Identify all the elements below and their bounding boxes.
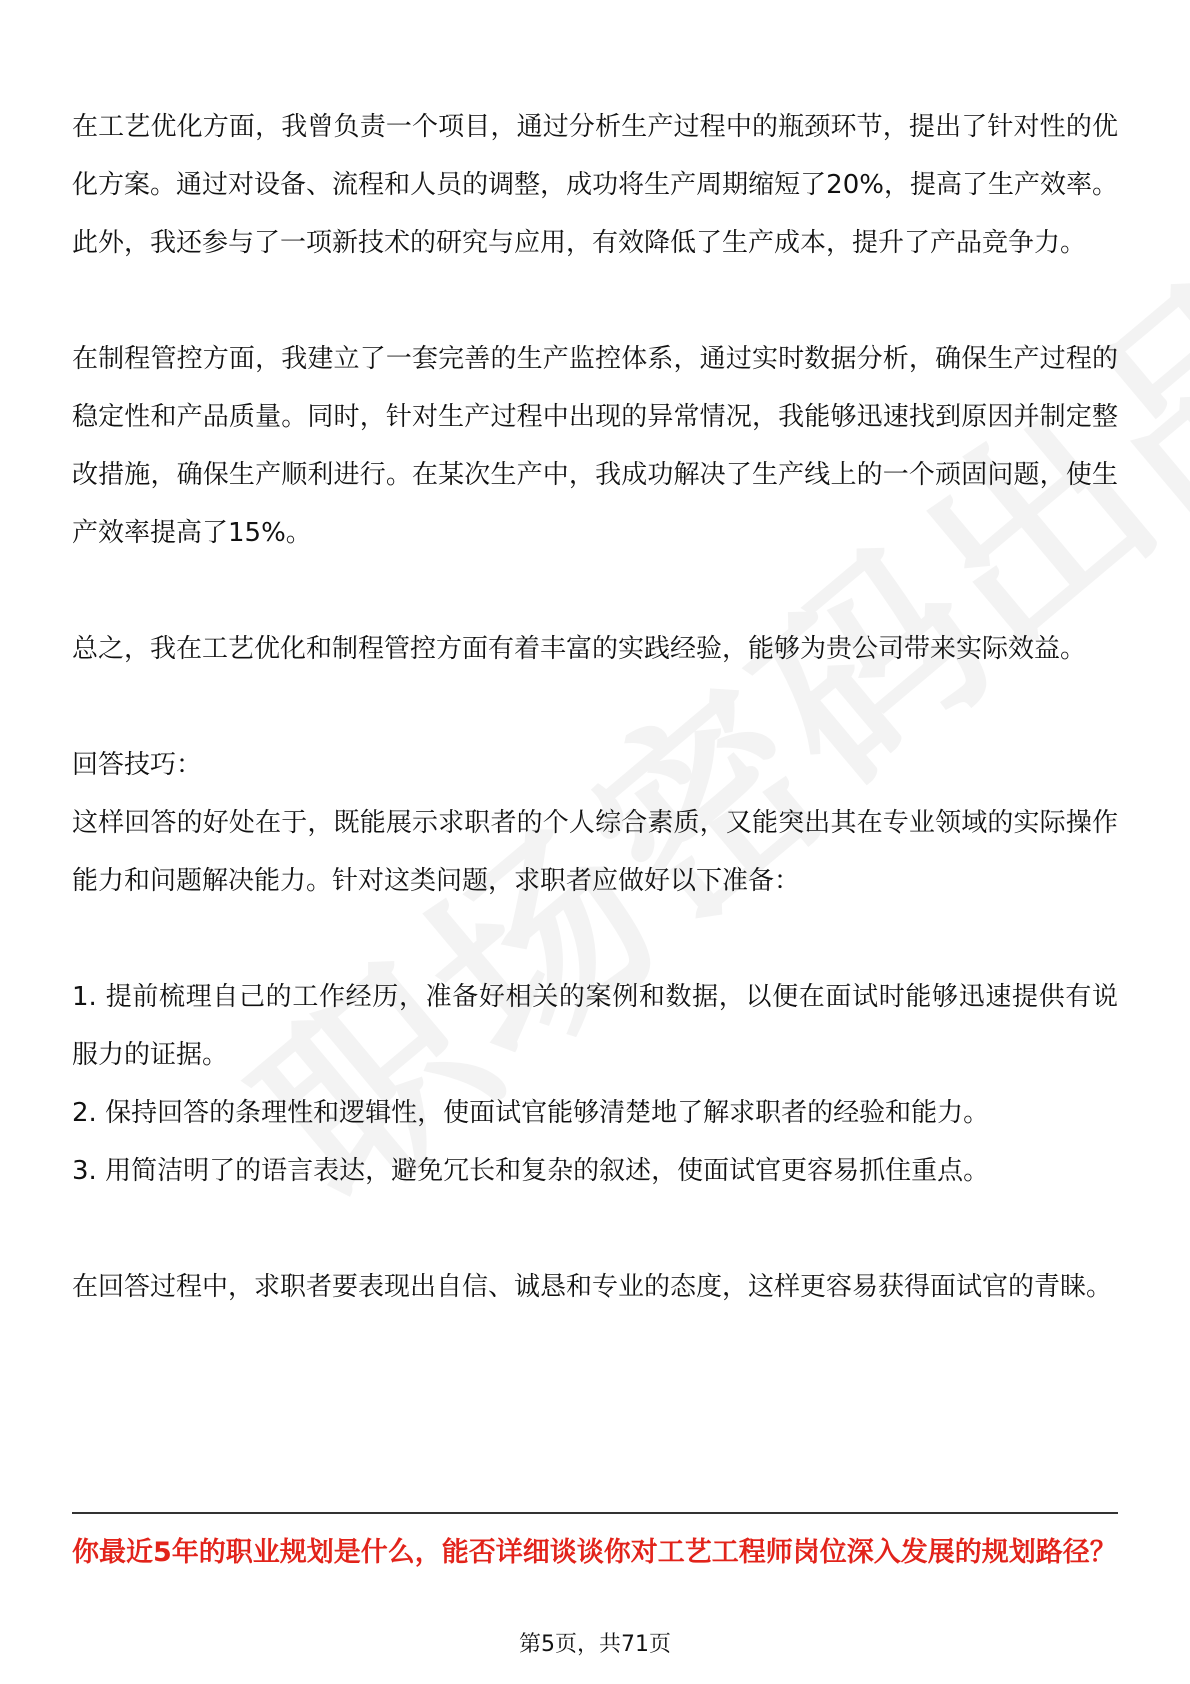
paragraph-process-control: 在制程管控方面，我建立了一套完善的生产监控体系，通过实时数据分析，确保生产过程的稳定性和产品质量。同时，针对生产过程中出现的异常情况，我能够迅速找到原因并制定整改措施，确保生产顺利进行。在某次生产中，我成功解决了生产线上的一个顽固问题，使生产效率提高了15%。	[72, 344, 1118, 548]
section-divider	[72, 1512, 1118, 1514]
tips-list-item-3: 3. 用简洁明了的语言表达，避免冗长和复杂的叙述，使面试官更容易抓住重点。	[72, 1156, 990, 1186]
paragraph-process-optimization: 在工艺优化方面，我曾负责一个项目，通过分析生产过程中的瓶颈环节，提出了针对性的优化方案。通过对设备、流程和人员的调整，成功将生产周期缩短了20%，提高了生产效率。此外，我还参与了一项新技术的研究与应用，有效降低了生产成本，提升了产品竞争力。	[72, 112, 1118, 258]
document-body	[72, 98, 1118, 1316]
tips-heading: 回答技巧：	[72, 750, 203, 780]
paragraph-summary: 总之，我在工艺优化和制程管控方面有着丰富的实践经验，能够为贵公司带来实际效益。	[72, 634, 1087, 664]
paragraph-closing: 在回答过程中，求职者要表现出自信、诚恳和专业的态度，这样更容易获得面试官的青睐。	[72, 1272, 1113, 1302]
tips-list-item-2: 2. 保持回答的条理性和逻辑性，使面试官能够清楚地了解求职者的经验和能力。	[72, 1098, 990, 1128]
next-question-heading: 你最近5年的职业规划是什么，能否详细谈谈你对工艺工程师岗位深入发展的规划路径？	[72, 1537, 1117, 1568]
tips-intro: 这样回答的好处在于，既能展示求职者的个人综合素质，又能突出其在专业领域的实际操作能力和问题解决能力。针对这类问题，求职者应做好以下准备：	[72, 808, 1118, 896]
page-number: 第5页，共71页	[519, 1632, 671, 1657]
tips-list-item-1: 1. 提前梳理自己的工作经历，准备好相关的案例和数据，以便在面试时能够迅速提供有说服力的证据。	[72, 982, 1118, 1070]
